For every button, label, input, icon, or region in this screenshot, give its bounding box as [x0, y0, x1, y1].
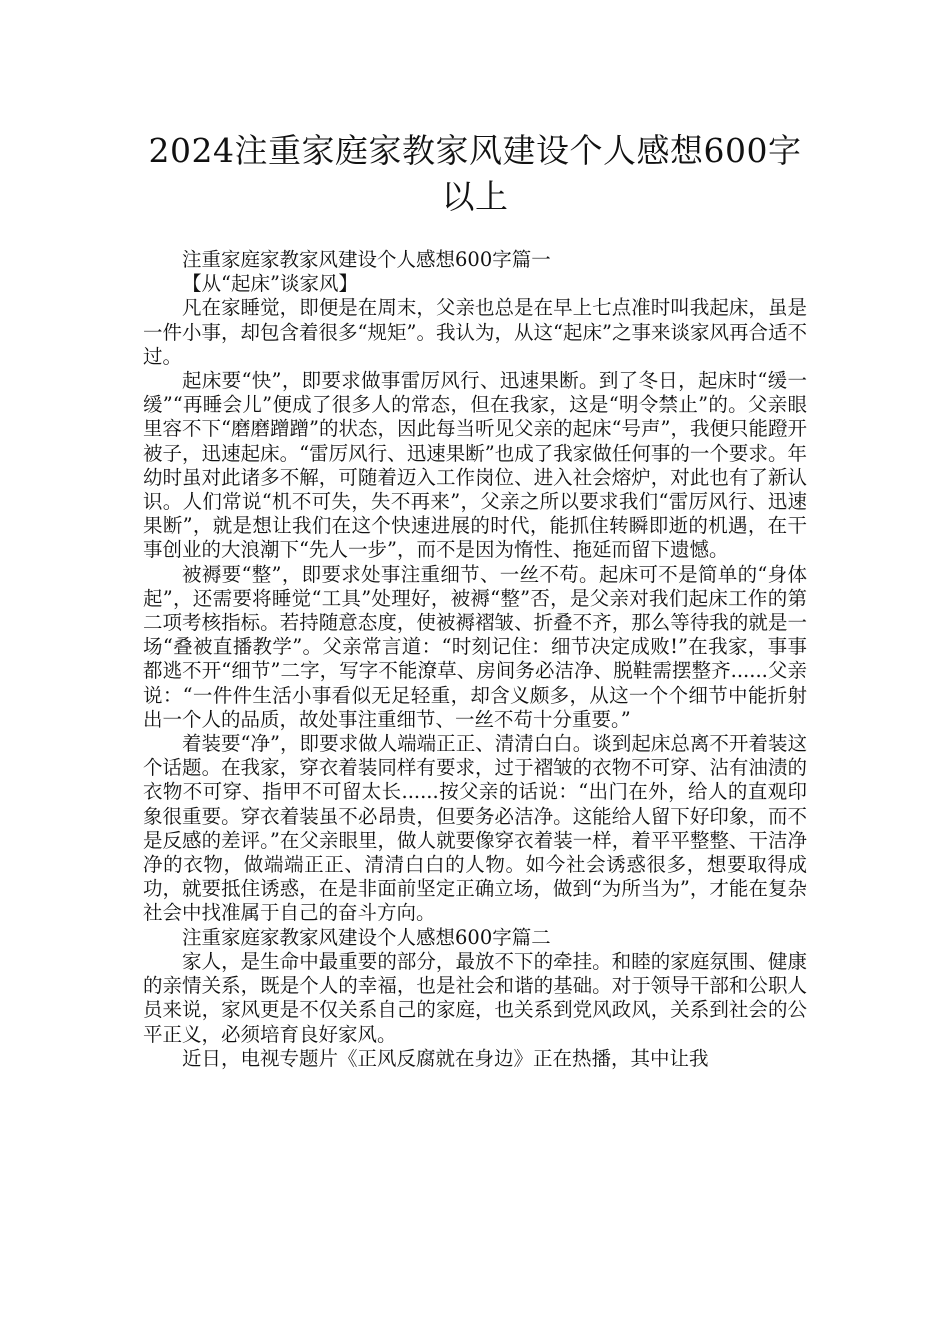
subheading-getting-up: 【从“起床”谈家风】: [182, 272, 358, 296]
paragraph: 起床要“快”，即要求做事雷厉风行、迅速果断。到了冬日，起床时“缓一缓”“再睡会儿”便成了很多人的常态，但在我家，这是“明令禁止”的。父亲眼里容不下“磨磨蹭蹭”的状态，因此每当听见父亲的起床“号声”，我便只能蹬开被子，迅速起床。“雷厉风行、迅速果断”也成了我家做任何事的一个要求。年幼时虽对此诸多不解，可随着迈入工作岗位、进入社会熔炉，对此也有了新认识。人们常说“机不可失，失不再来”，父亲之所以要求我们“雷厉风行、迅速果断”，就是想让我们在这个快速进展的时代，能抓住转瞬即逝的机遇，在干事创业的大浪潮下“先人一步”，而不是因为惰性、拖延而留下遗憾。: [143, 369, 807, 562]
paragraph: 被褥要“整”，即要求处事注重细节、一丝不苟。起床可不是简单的“身体起”，还需要将睡觉“工具”处理好，被褥“整”否，是父亲对我们起床工作的第二项考核指标。若持随意态度，使被褥褶皱、折叠不齐，那么等待我的就是一场“叠被直播教学”。父亲常言道：“时刻记住：细节决定成败!”在我家，事事都逃不开“细节”二字，写字不能潦草、房间务必洁净、脱鞋需摆整齐......父亲说：“一件件生活小事看似无足轻重，却含义颇多，从这一个个细节中能折射出一个人的品质，故处事注重细节、一丝不苟十分重要。”: [143, 562, 807, 731]
paragraph: 着装要“净”，即要求做人端端正正、清清白白。谈到起床总离不开着装这个话题。在我家，穿衣着装同样有要求，过于褶皱的衣物不可穿、沾有油渍的衣物不可穿、指甲不可留太长......按父亲的话说：“出门在外，给人的直观印象很重要。穿衣着装虽不必昂贵，但要务必洁净。这能给人留下好印象，而不是反感的差评。”在父亲眼里，做人就要像穿衣着装一样，着平平整整、干洁净净的衣物，做端端正正、清清白白的人物。如今社会诱惑很多，想要取得成功，就要抵住诱惑，在是非面前坚定正确立场，做到“为所当为”，才能在复杂社会中找准属于自己的奋斗方向。: [143, 732, 807, 925]
section-heading-1: 注重家庭家教家风建设个人感想600字篇一: [182, 248, 551, 271]
document-title: 2024注重家庭家教家风建设个人感想600字以上: [148, 131, 802, 216]
section-heading-2: 注重家庭家教家风建设个人感想600字篇二: [182, 925, 551, 949]
paragraph: 近日，电视专题片《正风反腐就在身边》正在热播，其中让我: [182, 1046, 709, 1070]
paragraph: 家人，是生命中最重要的部分，最放不下的牵挂。和睦的家庭氛围、健康的亲情关系，既是个人的幸福，也是社会和谐的基础。对于领导干部和公职人员来说，家风更是不仅关系自己的家庭，也关系到党风政风，关系到社会的公平正义，必须培育良好家风。: [143, 949, 807, 1046]
paragraph: 凡在家睡觉，即便是在周末，父亲也总是在早上七点准时叫我起床，虽是一件小事，却包含着很多“规矩”。我认为，从这“起床”之事来谈家风再合适不过。: [143, 296, 807, 368]
document-body: [143, 248, 807, 1071]
